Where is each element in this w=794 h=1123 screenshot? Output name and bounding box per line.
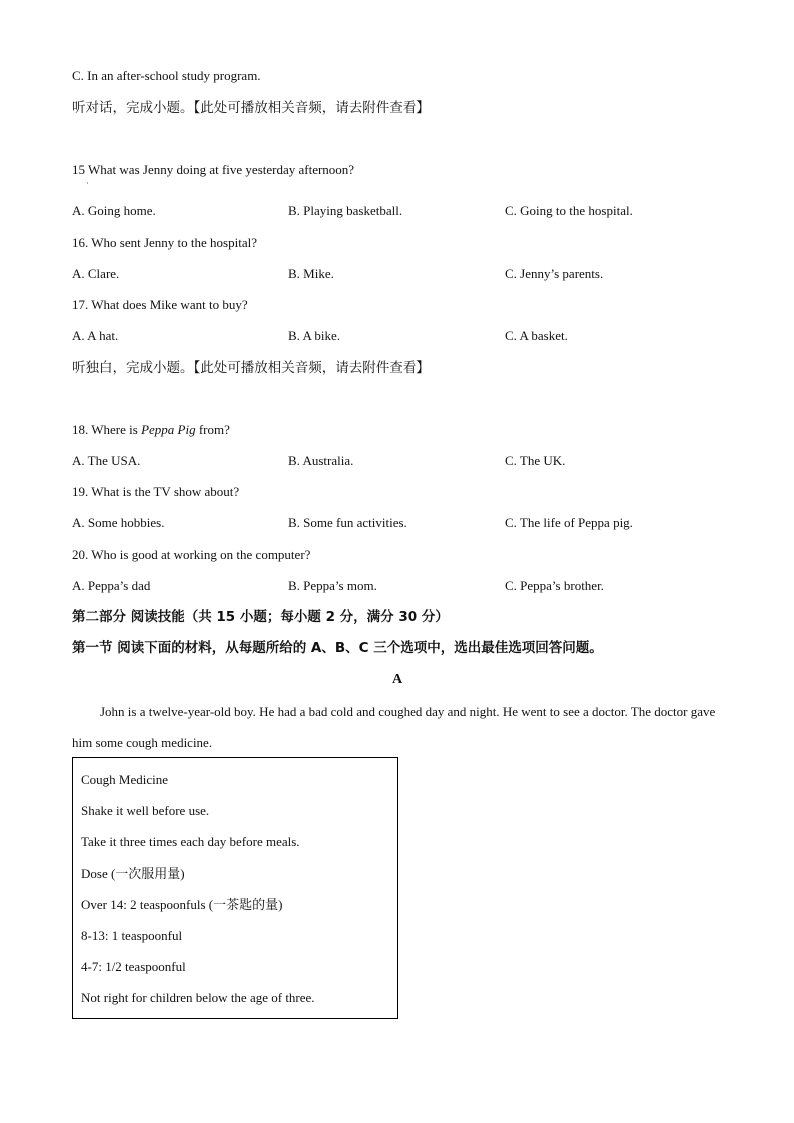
question-20: 20. Who is good at working on the computer?: [72, 547, 311, 562]
options-row-18: [0, 453, 794, 469]
question-18-suffix: from?: [195, 422, 230, 437]
medicine-line: Shake it well before use.: [81, 803, 210, 818]
options-row-17: [0, 328, 794, 344]
option-a: A. Clare.: [72, 266, 120, 281]
medicine-label-box: [72, 757, 398, 1019]
option-c: C. Going to the hospital.: [505, 203, 633, 218]
option-b: B. A bike.: [288, 328, 341, 343]
question-18: [72, 422, 230, 438]
question-17: 17. What does Mike want to buy?: [72, 297, 248, 312]
options-row-19: [0, 515, 794, 531]
medicine-line: Dose (一次服用量): [81, 866, 185, 881]
section1-heading: 第一节 阅读下面的材料，从每题所给的 A、B、C 三个选项中，选出最佳选项回答问题。: [72, 640, 603, 656]
passage-label: A: [391, 672, 403, 687]
option-a: A. Going home.: [72, 203, 156, 218]
option-c: C. Peppa’s brother.: [505, 578, 604, 593]
listening-instruction-monologue: 听独白，完成小题。【此处可播放相关音频，请去附件查看】: [72, 360, 430, 376]
option-c: C. The life of Peppa pig.: [505, 515, 633, 530]
question-15: 15 What was Jenny doing at five yesterday afternoon?: [72, 162, 355, 177]
option-a: A. The USA.: [72, 453, 141, 468]
option-b: B. Australia.: [288, 453, 354, 468]
part2-heading: 第二部分 阅读技能（共 15 小题；每小题 2 分，满分 30 分）: [72, 609, 449, 625]
option-b: B. Some fun activities.: [288, 515, 407, 530]
option-c-prev-question: C. In an after-school study program.: [72, 68, 261, 83]
option-a: A. A hat.: [72, 328, 119, 343]
listening-instruction-dialog: 听对话，完成小题。【此处可播放相关音频，请去附件查看】: [72, 100, 430, 116]
question-19: 19. What is the TV show about?: [72, 484, 240, 499]
passage-a-text: John is a twelve-year-old boy. He had a bad cold and coughed day and night. He went to see a doctor. The doctor gave him some cough medicine.: [72, 704, 716, 750]
option-c: C. A basket.: [505, 328, 568, 343]
medicine-line: Over 14: 2 teaspoonfuls (一茶匙的量): [81, 897, 283, 912]
option-a: A. Peppa’s dad: [72, 578, 151, 593]
question-16: 16. Who sent Jenny to the hospital?: [72, 235, 257, 250]
option-c: C. The UK.: [505, 453, 566, 468]
option-c: C. Jenny’s parents.: [505, 266, 604, 281]
option-b: B. Peppa’s mom.: [288, 578, 377, 593]
medicine-line: 4-7: 1/2 teaspoonful: [81, 959, 186, 974]
medicine-line: Not right for children below the age of three.: [81, 990, 315, 1005]
question-18-prefix: 18. Where is: [72, 422, 142, 437]
medicine-line: 8-13: 1 teaspoonful: [81, 928, 183, 943]
question-18-title: Peppa Pig: [141, 422, 196, 437]
option-b: B. Mike.: [288, 266, 334, 281]
options-row-20: [0, 578, 794, 594]
option-b: B. Playing basketball.: [288, 203, 403, 218]
medicine-line: Take it three times each day before meals.: [81, 834, 300, 849]
medicine-title: Cough Medicine: [81, 772, 169, 787]
options-row-15: [0, 203, 794, 219]
option-a: A. Some hobbies.: [72, 515, 165, 530]
stray-dot: ·: [86, 179, 89, 188]
options-row-16: [0, 266, 794, 282]
